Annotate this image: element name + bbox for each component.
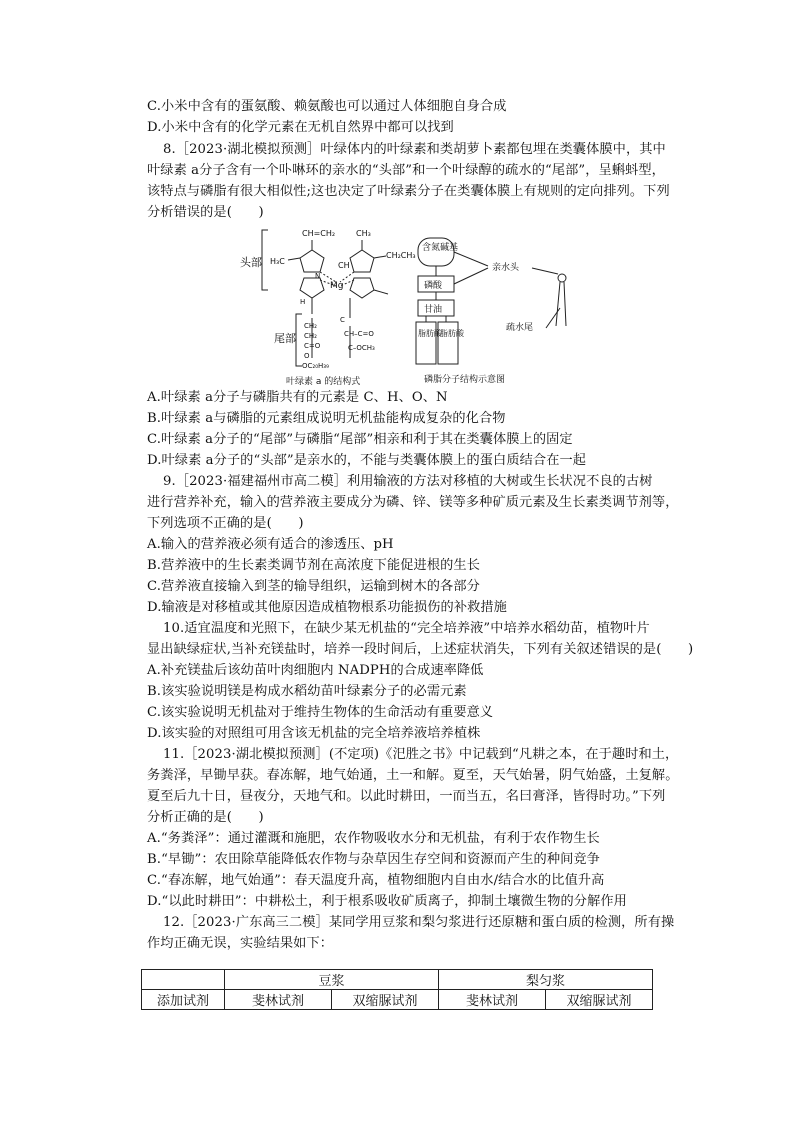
table-cell-empty: [142, 970, 225, 990]
q11-option-a: A.“务粪泽”：通过灌溉和施肥，农作物吸收水分和无机盐，有利于农作物生长: [147, 831, 600, 846]
q9-option-c: C.营养液直接输入到茎的输导组织，运输到树木的各部分: [147, 579, 480, 594]
q12-stem-line-2: 作均正确无误，实验结果如下：: [147, 936, 334, 951]
table-row: [142, 970, 653, 990]
q11-stem-line-2: 务粪泽，早锄早获。春冻解，地气始通，土一和解。夏至，天气始暑，阴气始盛，土复解。: [147, 768, 679, 783]
q7-option-d: D.小米中含有的化学元素在无机自然界中都可以找到: [147, 120, 454, 135]
group-ch: CH: [338, 261, 350, 270]
q9-stem-line-2: 进行营养补充，输入的营养液主要成分为磷、锌、镁等多种矿质元素及生长素类调节剂等，: [147, 495, 679, 510]
chlorophyll-phospholipid-diagram: [240, 218, 570, 390]
q10-option-c: C.该实验说明无机盐对于维持生物体的生命活动有重要意义: [147, 705, 494, 720]
q9-option-b: B.营养液中的生长素类调节剂在高浓度下能促进根的生长: [147, 558, 480, 573]
q11-stem-line-3: 夏至后九十日，昼夜分，天地气和。以此时耕田，一而当五，名曰膏泽，皆得时功。”下列: [147, 789, 666, 804]
q10-option-d: D.该实验的对照组可用含该无机盐的完全培养液培养植株: [147, 726, 481, 741]
table-row: [142, 990, 653, 1010]
table-cell: 双缩脲试剂: [546, 990, 653, 1010]
q10-stem-line-1: 10.适宜温度和光照下，在缺少某无机盐的“完全培养液”中培养水稻幼苗，植物叶片: [163, 621, 650, 636]
group-cooch3: C–OCH₃: [348, 344, 375, 352]
phos-box-fatty-acid-2: 脂肪酸: [440, 329, 464, 338]
phos-box-phosphate: 磷酸: [424, 281, 443, 291]
q8-stem-line-4: 分析错误的是( ): [147, 205, 264, 220]
q12-stem-line-1: 12.［2023·广东高三二模］某同学用豆浆和梨匀浆进行还原糖和蛋白质的检测，所有操: [163, 915, 675, 930]
q8-option-b: B.叶绿素 a与磷脂的元素组成说明无机盐能构成复杂的化合物: [147, 411, 506, 426]
group-c: C: [340, 316, 345, 324]
group-o: O: [304, 352, 310, 360]
hydrophilic-head-label: 亲水头: [492, 263, 520, 273]
group-ch2-2: CH₂: [304, 332, 317, 340]
q8-option-a: A.叶绿素 a分子与磷脂共有的元素是 C、H、O、N: [147, 390, 448, 405]
phos-box-fatty-acid-1: 脂肪酸: [418, 329, 442, 338]
group-phytyl: OC₂₀H₃₉: [302, 362, 329, 370]
q9-option-d: D.输液是对移植或其他原因造成植物根系功能损伤的补救措施: [147, 600, 507, 615]
tail-label: 尾部: [274, 332, 296, 345]
group-n: N: [315, 272, 321, 280]
group-vinyl: CH=CH₂: [302, 229, 336, 238]
group-h: H: [300, 298, 306, 306]
hydrophobic-tail-label: 疏水尾: [506, 323, 534, 333]
table-cell: 斐林试剂: [439, 990, 546, 1010]
q11-option-c: C.“春冻解，地气始通”：春天温度升高，植物细胞内自由水/结合水的比值升高: [147, 873, 605, 888]
group-ethyl: CH₂CH₃: [386, 251, 416, 260]
head-label: 头部: [240, 256, 262, 269]
q8-stem-line-1: 8.［2023·湖北模拟预测］叶绿体内的叶绿素和类胡萝卜素都包埋在类囊体膜中，其中: [163, 142, 666, 157]
q8-stem-line-3: 该特点与磷脂有很大相似性;这也决定了叶绿素分子在类囊体膜上有规则的定向排列。下列: [147, 184, 670, 199]
table-cell: 斐林试剂: [225, 990, 332, 1010]
phos-box-base: 含氮碱基: [422, 243, 459, 253]
q9-option-a: A.输入的营养液必须有适合的渗透压、pH: [147, 537, 394, 552]
q11-stem-line-1: 11.［2023·湖北模拟预测］(不定项)《汜胜之书》中记载到“凡耕之本，在于趣时和土，: [163, 747, 679, 762]
results-table: [141, 969, 653, 1010]
q9-stem-line-3: 下列选项不正确的是( ): [147, 516, 304, 531]
group-ch-co: CH–C=O: [344, 330, 374, 338]
phospholipid-caption: 磷脂分子结构示意图: [424, 375, 506, 385]
q8-figure: [240, 218, 570, 390]
q11-stem-line-4: 分析正确的是( ): [147, 810, 264, 825]
group-ch2-1: CH₂: [304, 322, 317, 330]
group-co: C=O: [304, 342, 321, 350]
table-header-soy-milk: 豆浆: [225, 970, 439, 990]
q7-option-c: C.小米中含有的蛋氨酸、赖氨酸也可以通过人体细胞自身合成: [147, 99, 507, 114]
q8-option-c: C.叶绿素 a分子的“尾部”与磷脂“尾部”相亲和利于其在类囊体膜上的固定: [147, 432, 573, 447]
table-row-label: 添加试剂: [142, 990, 225, 1010]
q8-option-d: D.叶绿素 a分子的“头部”是亲水的，不能与类囊体膜上的蛋白质结合在一起: [147, 453, 587, 468]
group-methyl-left: H₃C: [270, 257, 285, 266]
q10-option-a: A.补充镁盐后该幼苗叶肉细胞内 NADPH的合成速率降低: [147, 663, 484, 678]
magnesium-label: Mg: [330, 281, 344, 291]
table-cell: 双缩脲试剂: [332, 990, 439, 1010]
group-methyl-top: CH₃: [356, 229, 371, 238]
q10-stem-line-2: 显出缺绿症状,当补充镁盐时，培养一段时间后，上述症状消失，下列有关叙述错误的是( ): [147, 642, 694, 657]
q11-option-b: B.“早锄”：农田除草能降低农作物与杂草因生存空间和资源而产生的种间竞争: [147, 852, 600, 867]
q9-stem-line-1: 9.［2023·福建福州市高二模］利用输液的方法对移植的大树或生长状况不良的古树: [163, 474, 653, 489]
chlorophyll-caption: 叶绿素 a 的结构式: [286, 377, 361, 387]
q8-stem-line-2: 叶绿素 a分子含有一个卟啉环的亲水的“头部”和一个叶绿醇的疏水的“尾部”，呈蝌蚪型，: [147, 163, 665, 178]
q10-option-b: B.该实验说明镁是构成水稻幼苗叶绿素分子的必需元素: [147, 684, 467, 699]
table-header-pear-homogenate: 梨匀浆: [439, 970, 653, 990]
phos-box-glycerol: 甘油: [424, 305, 443, 315]
q11-option-d: D.“以此时耕田”：中耕松土，利于根系吸收矿质离子，抑制土壤微生物的分解作用: [147, 894, 627, 909]
